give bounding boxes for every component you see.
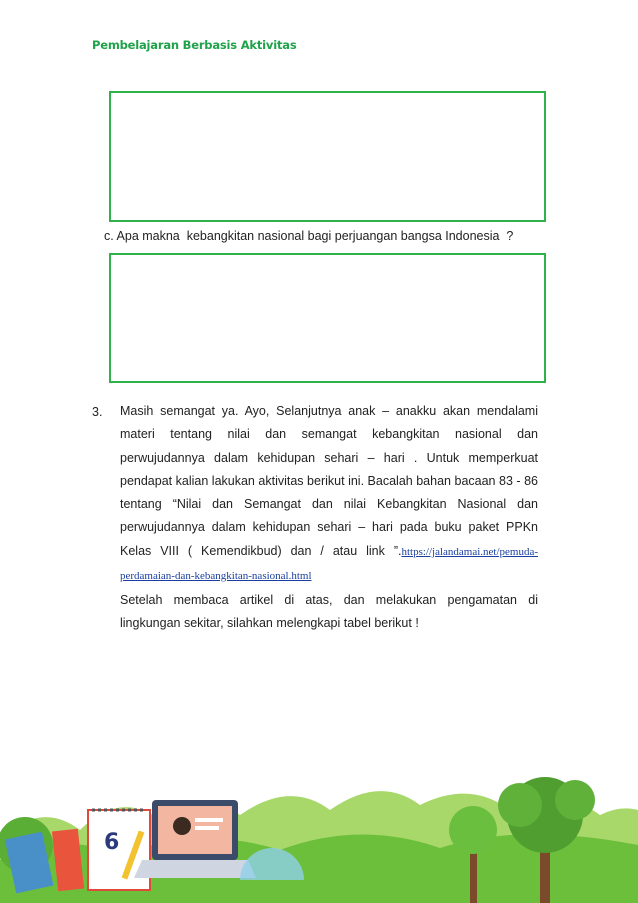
question-c (104, 229, 513, 243)
question-c-label: c. (104, 229, 114, 243)
item-3-number: 3. (92, 405, 103, 419)
page-header-title: Pembelajaran Berbasis Aktivitas (92, 38, 297, 52)
page-number: 6 (104, 830, 120, 855)
article-link[interactable]: https://jalandamai.net/pemuda-perdamaian-dan-kebangkitan-nasional.html (120, 545, 538, 583)
footer-illustration (0, 760, 638, 903)
answer-box-b[interactable] (109, 91, 546, 222)
item-3-paragraph-2: Setelah membaca artikel di atas, dan melakukan pengamatan di lingkungan sekitar, silahkan melengkapi tabel berikut ! (120, 593, 538, 631)
item-3-paragraph (120, 400, 538, 588)
question-c-text: Apa makna kebangkitan nasional bagi perjuangan bangsa Indonesia ? (116, 229, 514, 243)
answer-box-c[interactable] (109, 253, 546, 383)
item-3-text: Masih semangat ya. Ayo, Selanjutnya anak – anakku akan mendalami materi tentang nilai dan semangat kebangkitan nasional dan perwujudannya dalam kehidupan sehari – hari . Untuk memperkuat pendapat kalian lakukan aktivitas berikut ini. Bacalah bahan bacaan 83 - 86 tentang “Nilai dan Semangat dan nilai Kebangkitan Nasional dan perwujudannya dalam kehidupan sehari – hari pada buku paket PPKn Kelas VIII ( Kemendikbud) dan / atau link ”. (120, 404, 538, 558)
